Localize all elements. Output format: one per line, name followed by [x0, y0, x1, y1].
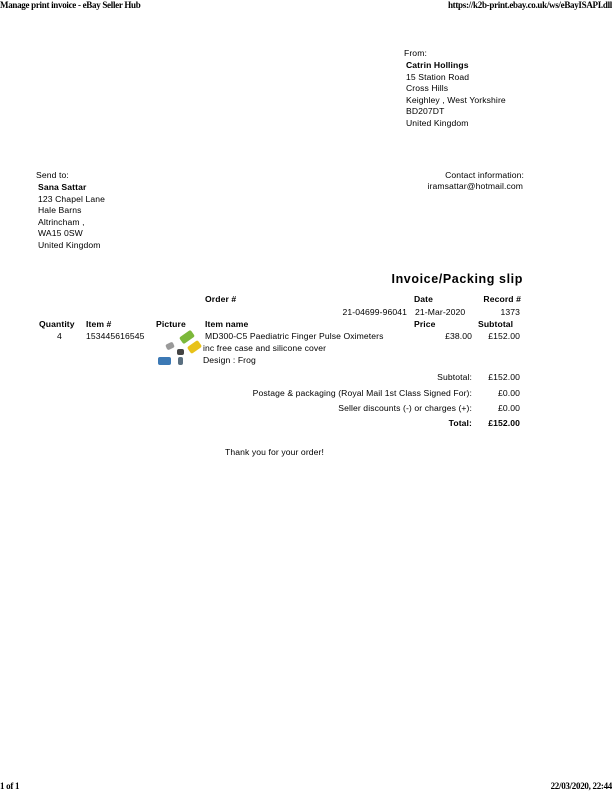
send-to-name: Sana Sattar [38, 182, 87, 192]
send-to-address-line: United Kingdom [38, 239, 101, 250]
product-thumbnail-icon [156, 331, 201, 367]
order-number-header: Order # [205, 294, 237, 304]
thank-you-message: Thank you for your order! [225, 447, 324, 457]
print-footer-datetime: 22/03/2020, 22:44 [550, 781, 612, 791]
item-price: £38.00 [445, 331, 472, 341]
column-header-quantity: Quantity [39, 319, 75, 329]
column-header-item-number: Item # [86, 319, 112, 329]
print-header-url: https://k2b-print.ebay.co.uk/ws/eBayISAPI.dll [447, 0, 612, 10]
seller-discount-label: Seller discounts (-) or charges (+): [338, 403, 472, 413]
from-address-line: United Kingdom [406, 117, 469, 128]
from-name: Catrin Hollings [406, 60, 469, 70]
column-header-picture: Picture [156, 319, 186, 329]
column-header-item-name: Item name [205, 319, 249, 329]
order-number-value: 21-04699-96041 [342, 307, 407, 317]
from-label: From: [404, 48, 427, 58]
send-to-address [38, 182, 105, 252]
postage-label: Postage & packaging (Royal Mail 1st Class Signed For): [252, 388, 472, 398]
date-header: Date [414, 294, 434, 304]
total-label: Total: [448, 418, 472, 428]
postage-value: £0.00 [497, 388, 520, 398]
item-name-line-2: inc free case and silicone cover [203, 343, 327, 353]
order-date-value: 21-Mar-2020 [415, 307, 466, 317]
invoice-title: Invoice/Packing slip [391, 272, 523, 286]
record-number-header: Record # [483, 294, 521, 304]
record-number-value: 1373 [500, 307, 520, 317]
from-address-line: BD207DT [406, 106, 445, 117]
print-header-title: Manage print invoice - eBay Seller Hub [0, 0, 141, 10]
send-to-address-line: WA15 0SW [38, 228, 83, 239]
subtotal-value: £152.00 [488, 372, 520, 382]
send-to-address-line: 123 Chapel Lane [38, 193, 105, 204]
send-to-address-line: Hale Barns [38, 205, 82, 216]
item-number: 153445616545 [86, 331, 145, 341]
from-address [406, 60, 506, 130]
total-value: £152.00 [488, 418, 520, 428]
contact-label: Contact information: [445, 170, 524, 180]
contact-email: iramsattar@hotmail.com [427, 181, 523, 191]
send-to-label: Send to: [36, 170, 69, 180]
column-header-subtotal: Subtotal [478, 319, 514, 329]
item-subtotal: £152.00 [488, 331, 520, 341]
from-address-line: Keighley , West Yorkshire [406, 94, 506, 105]
subtotal-label: Subtotal: [437, 372, 472, 382]
column-header-price: Price [414, 319, 436, 329]
seller-discount-value: £0.00 [497, 403, 520, 413]
from-address-line: 15 Station Road [406, 71, 470, 82]
item-variation: Design : Frog [203, 355, 256, 365]
item-quantity: 4 [57, 331, 62, 341]
print-footer-page-counter: 1 of 1 [0, 781, 20, 791]
send-to-address-line: Altrincham , [38, 216, 85, 227]
item-name-line-1: MD300-C5 Paediatric Finger Pulse Oximeters [205, 331, 384, 341]
from-address-line: Cross Hills [406, 83, 449, 94]
